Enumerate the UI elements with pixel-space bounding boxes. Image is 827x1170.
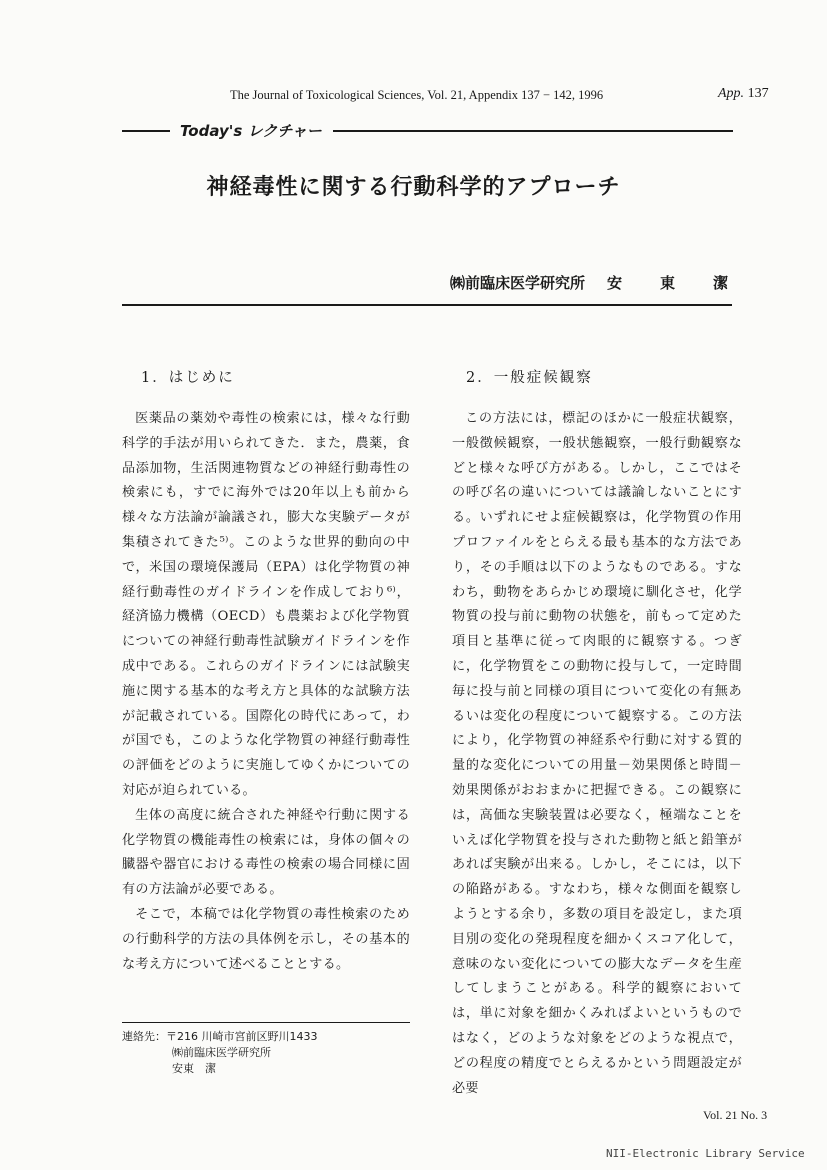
section-heading-general-observation: 2．一般症候観察 [466,370,593,386]
paragraph: 医薬品の薬効や毒性の検索には，様々な行動科学的手法が用いられてきた．また，農薬，食品添加物，生活関連物質などの神経行動毒性の検索にも，すでに海外では20年以上も前から様々な方法論が論議され，膨大な実験データが集積されてきた⁵⁾。このような世界的動向の中で，米国の環境保護局（EPA）は化学物質の神経行動毒性のガイドラインを作成しており⁶⁾，経済協力機構（OECD）も農薬および化学物質についての神経行動毒性試験ガイドラインを作成中である。これらのガイドラインには試験実施に関する基本的な考え方と具体的な試験方法が記載されている。国際化の時代にあって，わが国でも，このような化学物質の神経行動毒性の評価をどのように実施してゆくかについての対応が迫られている。 [122,411,410,798]
journal-citation: The Journal of Toxicological Sciences, Vol. 21, Appendix 137 − 142, 1996 [230,88,604,102]
footnote-divider [122,1022,410,1023]
correspondence-footnote [122,1029,318,1077]
paragraph: そこで，本稿では化学物質の毒性検索のための行動科学的方法の具体例を示し，その基本的な考え方について述べることとする。 [122,906,410,972]
volume-issue: Vol. 21 No. 3 [703,1108,768,1122]
footnote-address: 連絡先：〒216 川崎市宮前区野川1433 [122,1030,318,1043]
page-prefix: App. [718,86,745,101]
page-number [718,86,769,102]
author-affiliation: ㈱前臨床医学研究所 [450,274,586,292]
article-title: 神経毒性に関する行動科学的アプローチ [206,175,621,200]
footnote-institution: ㈱前臨床医学研究所 [172,1046,271,1059]
header-divider [122,304,732,306]
series-label: Today's レクチャー [180,122,322,140]
author-name: 安東潔 [607,274,767,292]
paragraph: この方法には，標記のほかに一般症状観察，一般徴候観察，一般状態観察，一般行動観察などと様々な呼び方がある。しかし，ここではその呼び名の違いについては議論しないことにする。いずれにせよ症候観察は，化学物質の作用プロファイルをとらえる最も基本的な方法であり，その手順は以下のようなものである。すなわち，動物をあらかじめ環境に馴化させ，化学物質の投与前に動物の状態を，前もって定めた項目と基準に従って肉眼的に観察する。つぎに，化学物質をこの動物に投与して，一定時間毎に投与前と同様の項目について変化の有無あるいは変化の程度について観察する。この方法により，化学物質の神経系や行動に対する質的量的な変化についての用量－効果関係と時間－効果関係がおおまかに把握できる。この観察には，高価な実験装置は必要なく，極端なことをいえば化学物質を投与された動物と紙と鉛筆があれば実験が出来る。しかし，そこには，以下の陥路がある。すなわち，様々な側面を観察しようとする余り，多数の項目を設定し，また項目別の変化の発現程度を細かくスコア化して，意味のない変化についての膨大なデータを生産してしまうことがある。科学的観察においては，単に対象を細かくみればよいというものではなく，どのような対象をどのような視点で，どの程度の精度でとらえるかという問題設定が必要 [452,411,742,1096]
series-rule-right [333,130,733,132]
library-service-credit: NII-Electronic Library Service [606,1147,805,1160]
body-column-right [452,407,742,1101]
page-number-value: 137 [747,86,769,101]
paragraph: 生体の高度に統合された神経や行動に関する化学物質の機能毒性の検索には，身体の個々の臓器や器官における毒性の検索の場合同様に固有の方法論が必要である。 [122,807,410,898]
footnote-author: 安東 潔 [172,1062,216,1075]
body-column-left [122,407,410,977]
series-rule-left [122,130,170,132]
section-heading-introduction: 1．はじめに [141,370,235,386]
